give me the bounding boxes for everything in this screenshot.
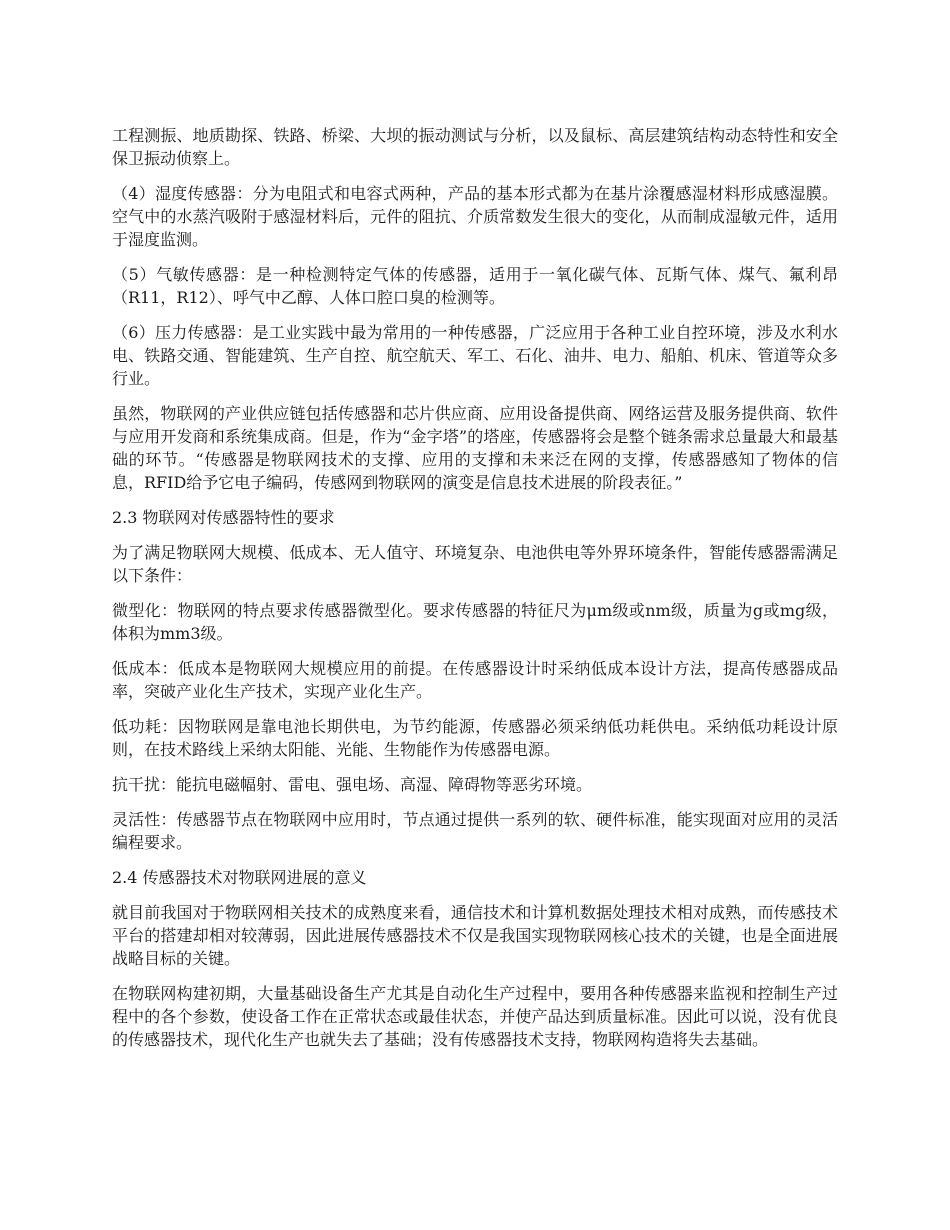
paragraph-requirements-intro: 为了满足物联网大规模、低成本、无人值守、环境复杂、电池供电等外界环境条件，智能传感器需满足以下条件：	[112, 543, 838, 585]
paragraph-low-power: 低功耗：因物联网是靠电池长期供电，为节约能源，传感器必须采纳低功耗供电。采纳低功耗设计原则，在技术路线上采纳太阳能、光能、生物能作为传感器电源。	[112, 717, 838, 759]
paragraph-low-cost: 低成本：低成本是物联网大规模应用的前提。在传感器设计时采纳低成本设计方法，提高传感器成品率，突破产业化生产技术，实现产业化生产。	[112, 659, 838, 701]
paragraph-anti-interference: 抗干扰：能抗电磁幅射、雷电、强电场、高湿、障碍物等恶劣环境。	[112, 775, 593, 794]
document-page	[112, 124, 838, 1063]
paragraph-supply-chain: 虽然，物联网的产业供应链包括传感器和芯片供应商、应用设备提供商、网络运营及服务提供商、软件与应用开发商和系统集成商。但是，作为“金字塔”的塔座，传感器将会是整个链条需求总量最大和最基础的环节。“传感器是物联网技术的支撑、应用的支撑和未来泛在网的支撑，传感器感知了物体的信息，RFID给予它电子编码，传感网到物联网的演变是信息技术进展的阶段表征。”	[112, 404, 838, 492]
paragraph-maturity: 就目前我国对于物联网相关技术的成熟度来看，通信技术和计算机数据处理技术相对成熟，而传感技术平台的搭建却相对较薄弱，因此进展传感器技术不仅是我国实现物联网核心技术的关键，也是全面进展战略目标的关键。	[112, 903, 838, 968]
paragraph-pressure-sensor: （6）压力传感器：是工业实践中最为常用的一种传感器，广泛应用于各种工业自控环境，涉及水利水电、铁路交通、智能建筑、生产自控、航空航天、军工、石化、油井、电力、船舶、机床、管道等众多行业。	[112, 323, 838, 388]
paragraph-miniaturization: 微型化：物联网的特点要求传感器微型化。要求传感器的特征尺为μm级或nm级，质量为g或mg级，体积为mm3级。	[112, 601, 838, 643]
paragraph-flexibility: 灵活性：传感器节点在物联网中应用时，节点通过提供一系列的软、硬件标准，能实现面对应用的灵活编程要求。	[112, 810, 838, 852]
paragraph-early-construction: 在物联网构建初期，大量基础设备生产尤其是自动化生产过程中，要用各种传感器来监视和控制生产过程中的各个参数，使设备工作在正常状态或最佳状态，并使产品达到质量标准。因此可以说，没有优良的传感器技术，现代化生产也就失去了基础；没有传感器技术支持，物联网构造将失去基础。	[112, 984, 838, 1049]
paragraph-humidity-sensor: （4）湿度传感器：分为电阻式和电容式两种，产品的基本形式都为在基片涂覆感湿材料形成感湿膜。空气中的水蒸汽吸附于感湿材料后，元件的阻抗、介质常数发生很大的变化，从而制成湿敏元件，适用于湿度监测。	[112, 184, 838, 249]
section-heading-2-4: 2.4 传感器技术对物联网进展的意义	[112, 868, 367, 887]
section-heading-2-3: 2.3 物联网对传感器特性的要求	[112, 508, 335, 527]
paragraph-gas-sensor: （5）气敏传感器：是一种检测特定气体的传感器，适用于一氧化碳气体、瓦斯气体、煤气、氟利昂（R11，R12）、呼气中乙醇、人体口腔口臭的检测等。	[112, 265, 838, 307]
paragraph-vibration-applications: 工程测振、地质勘探、铁路、桥梁、大坝的振动测试与分析，以及鼠标、高层建筑结构动态特性和安全保卫振动侦察上。	[112, 126, 838, 168]
